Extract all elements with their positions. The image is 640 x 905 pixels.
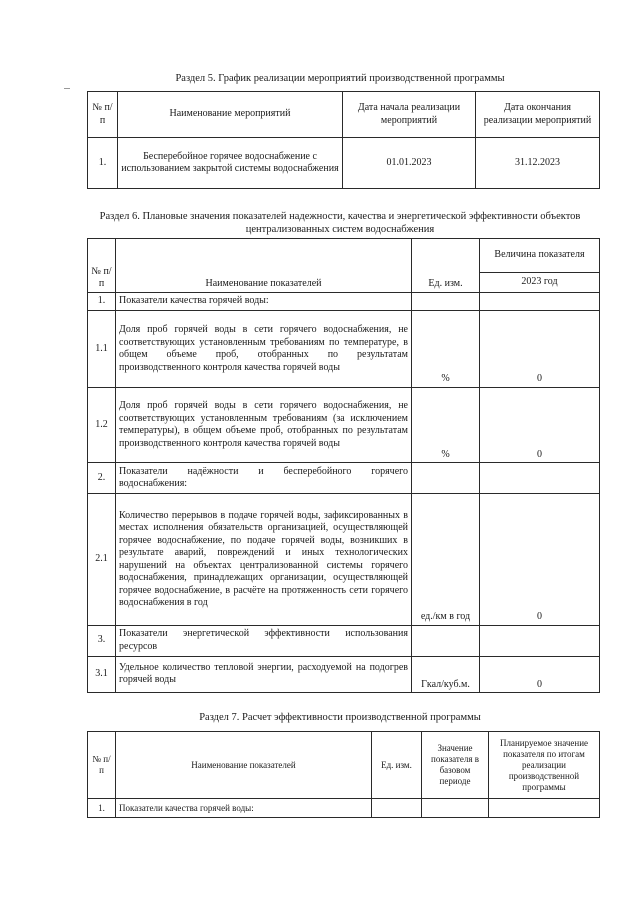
header-num: № п/п (88, 92, 118, 138)
row-name: Доля проб горячей воды в сети горячего водоснабжения, не соответствующих установленным требованиям (за исключением температуры), в общем объеме проб, отобранных по результатам производственного контроля качества горячей воды (116, 387, 412, 462)
table-row (88, 387, 600, 462)
row-num: 1. (88, 292, 116, 311)
row-value: 0 (480, 387, 600, 462)
row-name: Показатели энергетической эффективности использования ресурсов (116, 625, 412, 656)
row-unit (412, 625, 480, 656)
row-num: 2.1 (88, 494, 116, 625)
row-value: 0 (480, 494, 600, 625)
header-value: Величина показателя (480, 239, 600, 273)
section6-header-row (88, 239, 600, 273)
scan-mark (64, 88, 70, 89)
row-num: 2. (88, 463, 116, 494)
header-num: № п/п (88, 239, 116, 293)
section7-table (87, 731, 600, 818)
row-unit (412, 463, 480, 494)
row-unit: Гкал/куб.м. (412, 656, 480, 692)
row-name: Бесперебойное горячее водоснабжение с использованием закрытой системы водоснабжения (118, 138, 343, 189)
header-unit: Ед. изм. (412, 239, 480, 293)
row-plan (489, 799, 600, 818)
row-num: 3.1 (88, 656, 116, 692)
row-name: Показатели надёжности и бесперебойного горячего водоснабжения: (116, 463, 412, 494)
row-value: 0 (480, 311, 600, 388)
table-row (88, 292, 600, 311)
row-unit (412, 292, 480, 311)
row-end: 31.12.2023 (476, 138, 600, 189)
table-row (88, 311, 600, 388)
header-plan: Планируемое значение показателя по итогам реализации производственной программы (489, 732, 600, 799)
row-unit: ед./км в год (412, 494, 480, 625)
header-name: Наименование показателей (116, 732, 372, 799)
row-value: 0 (480, 656, 600, 692)
row-num: 1.2 (88, 387, 116, 462)
header-num: № п/п (88, 732, 116, 799)
section7-header-row (88, 732, 600, 799)
section6-table (87, 238, 600, 693)
row-base (422, 799, 489, 818)
table-row (88, 799, 600, 818)
row-start: 01.01.2023 (343, 138, 476, 189)
row-name: Количество перерывов в подаче горячей воды, зафиксированных в местах исполнения обязательств организацией, осуществляющей горячее водоснабжение, по подаче горячей воды, возникших в результате аварий, повреждений и иных технологических нарушений на объектах централизованной системы горячего водоснабжения, принадлежащих организации, осуществляющей горячее водоснабжение, в расчёте на протяженность сети горячего водоснабжения в год (116, 494, 412, 625)
section5-title: Раздел 5. График реализации мероприятий производственной программы (175, 73, 505, 84)
section7-title: Раздел 7. Расчет эффективности производственной программы (199, 712, 481, 723)
row-name: Показатели качества горячей воды: (116, 799, 372, 818)
row-unit: % (412, 387, 480, 462)
row-num: 1. (88, 799, 116, 818)
row-unit: % (412, 311, 480, 388)
table-row (88, 463, 600, 494)
section6-title: Раздел 6. Плановые значения показателей надежности, качества и энергетической эффективности объектов централизованных систем водоснабжения (99, 211, 581, 235)
table-row (88, 625, 600, 656)
header-year: 2023 год (480, 273, 600, 293)
header-end: Дата окончания реализации мероприятий (476, 92, 600, 138)
header-name: Наименование мероприятий (118, 92, 343, 138)
table-row (88, 138, 600, 189)
section5-table (87, 91, 600, 189)
row-num: 3. (88, 625, 116, 656)
row-name: Удельное количество тепловой энергии, расходуемой на подогрев горячей воды (116, 656, 412, 692)
row-value (480, 625, 600, 656)
header-name: Наименование показателей (116, 239, 412, 293)
row-num: 1. (88, 138, 118, 189)
header-start: Дата начала реализации мероприятий (343, 92, 476, 138)
header-base: Значение показателя в базовом периоде (422, 732, 489, 799)
row-name: Доля проб горячей воды в сети горячего водоснабжения, не соответствующих установленным требованиям по температуре, в общем объеме проб, отобранных по результатам производственного контроля качества горячей воды (116, 311, 412, 388)
row-value (480, 463, 600, 494)
row-value (480, 292, 600, 311)
table-row (88, 656, 600, 692)
section5-header-row (88, 92, 600, 138)
header-unit: Ед. изм. (372, 732, 422, 799)
row-name: Показатели качества горячей воды: (116, 292, 412, 311)
table-row (88, 494, 600, 625)
row-num: 1.1 (88, 311, 116, 388)
row-unit (372, 799, 422, 818)
